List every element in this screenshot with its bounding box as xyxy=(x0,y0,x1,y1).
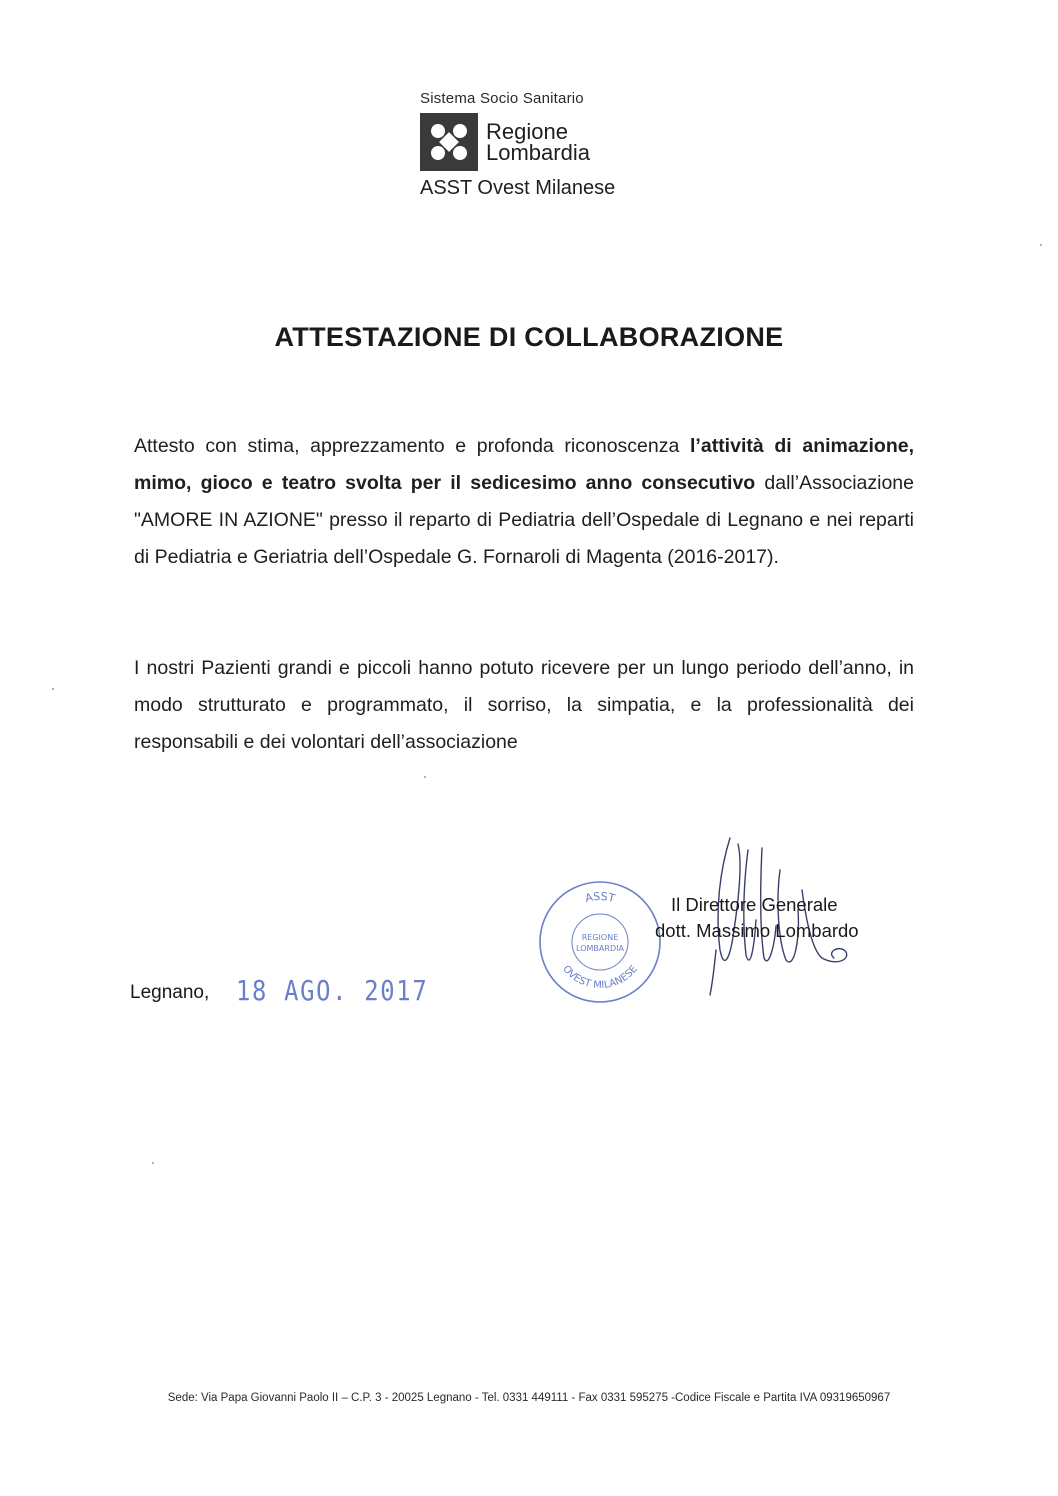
lombardia-rose-icon xyxy=(420,113,478,171)
svg-text:ASST xyxy=(584,890,617,905)
footer-address: Sede: Via Papa Giovanni Paolo II – C.P. 3 - 20025 Legnano - Tel. 0331 449111 - Fax 0331 595275 -Codice Fiscale e Partita IVA 09319650967 xyxy=(167,1392,891,1404)
region-line2: Lombardia xyxy=(486,140,590,165)
director-role: Il Direttore Generale xyxy=(671,894,838,915)
system-label: Sistema Socio Sanitario xyxy=(420,90,584,107)
place-label: Legnano, xyxy=(130,982,210,1003)
stamp-center-line1: REGIONE xyxy=(581,933,619,942)
region-logo xyxy=(420,113,680,171)
region-name xyxy=(486,121,590,163)
scan-speck xyxy=(1040,244,1042,246)
svg-text:OVEST MILANESE xyxy=(560,964,640,992)
scan-speck xyxy=(152,1162,154,1164)
paragraph1-part1: Attesto con stima, apprezzamento e profonda riconoscenza xyxy=(134,435,691,457)
paragraph-attestation xyxy=(134,428,914,576)
stamp-bottom-text: OVEST MILANESE xyxy=(560,963,640,992)
director-block xyxy=(655,892,859,944)
paragraph-patients: I nostri Pazienti grandi e piccoli hanno potuto ricevere per un lungo periodo dell’anno, in modo strutturato e programmato, il sorriso, la simpatia, e la professionalità dei responsabili e dei volontari dell’associazione xyxy=(134,657,914,753)
paragraph1-bold: l’attività di animazione, mimo, gioco e teatro svolta per il sedicesimo anno consecutivo xyxy=(134,435,914,494)
stamp-top-text: ASST xyxy=(583,889,617,906)
scan-speck xyxy=(424,776,426,778)
organization-name: ASST Ovest Milanese xyxy=(420,177,616,199)
region-line1: Regione xyxy=(486,119,568,144)
letterhead xyxy=(420,90,680,200)
asst-stamp xyxy=(536,878,664,1006)
stamp-center-line2: LOMBARDIA xyxy=(576,944,624,953)
date-stamp: 18 AGO. 2017 xyxy=(236,974,429,1007)
paragraph1-part2: dall’Associazione "AMORE IN AZIONE" presso il reparto di Pediatria dell’Ospedale di Legnano e nei reparti di Pediatria e Geriatria dell’Ospedale G. Fornaroli di Magenta (2016-2017). xyxy=(134,472,914,568)
scan-speck xyxy=(52,688,54,690)
director-name: dott. Massimo Lombardo xyxy=(655,920,859,941)
document-title: ATTESTAZIONE DI COLLABORAZIONE xyxy=(274,322,784,352)
